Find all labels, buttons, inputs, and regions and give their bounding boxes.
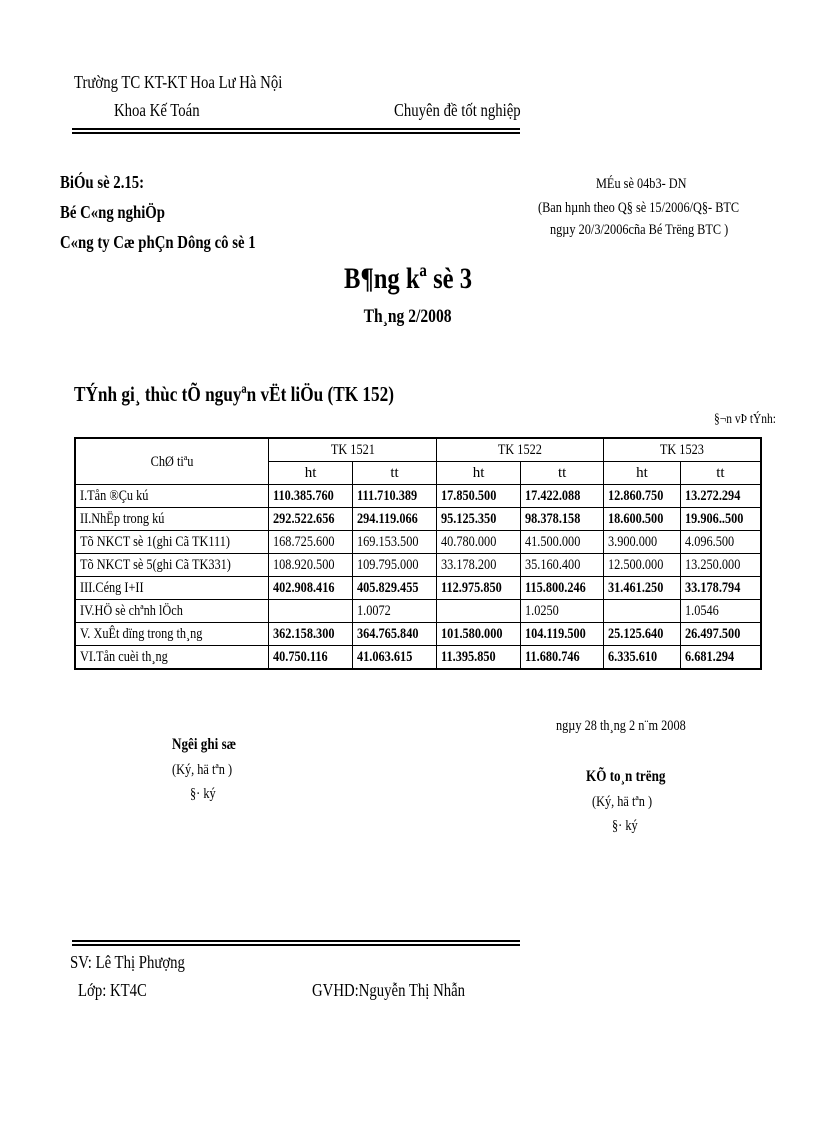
value-cell: 405.829.455: [353, 577, 437, 600]
value-cell: 111.710.389: [353, 485, 437, 508]
value-cell: 13.250.000: [680, 554, 761, 577]
subheader-cell: tt: [521, 462, 604, 485]
value-cell: 18.600.500: [604, 508, 681, 531]
value-cell: [604, 600, 681, 623]
accountant-title: KÕ to¸n trëng: [586, 768, 666, 785]
class-name: Lớp: KT4C: [78, 980, 147, 1000]
value-cell: 109.795.000: [353, 554, 437, 577]
value-cell: 168.725.600: [269, 531, 353, 554]
footer-rule-bottom: [72, 944, 520, 946]
value-cell: 41.063.615: [353, 646, 437, 670]
value-cell: 13.272.294: [680, 485, 761, 508]
value-cell: 110.385.760: [269, 485, 353, 508]
table-row: [75, 577, 761, 600]
value-cell: 104.119.500: [521, 623, 604, 646]
table-row: [75, 646, 761, 670]
group-header-tk1521: TK 1521: [269, 438, 437, 462]
value-cell: 1.0072: [353, 600, 437, 623]
value-cell: 41.500.000: [521, 531, 604, 554]
row-label: VI.Tån cuèi th¸ng: [75, 646, 269, 670]
sign-date: ngµy 28 th¸ng 2 n¨m 2008: [556, 718, 686, 734]
row-label: II.NhËp trong kú: [75, 508, 269, 531]
document-title: B¶ng kª sè 3: [344, 262, 472, 295]
value-cell: 98.378.158: [521, 508, 604, 531]
recorder-title: Ngêi ghi sæ: [172, 736, 237, 753]
subheader-cell: tt: [680, 462, 761, 485]
accountant-signature: §· ký: [612, 818, 638, 834]
header-rule-top: [72, 128, 520, 130]
value-cell: 362.158.300: [269, 623, 353, 646]
subheader-cell: tt: [353, 462, 437, 485]
value-cell: 17.422.088: [521, 485, 604, 508]
table-row: [75, 508, 761, 531]
value-cell: 115.800.246: [521, 577, 604, 600]
row-label: I.Tån ®Çu kú: [75, 485, 269, 508]
value-cell: 101.580.000: [437, 623, 521, 646]
form-id: BiÓu sè 2.15:: [60, 172, 145, 192]
subheader-cell: ht: [604, 462, 681, 485]
form-number: MÉu sè 04b3- DN: [596, 176, 687, 192]
value-cell: 1.0546: [680, 600, 761, 623]
student-name: SV: Lê Thị Phượng: [70, 952, 185, 972]
value-cell: 26.497.500: [680, 623, 761, 646]
table-body: [75, 485, 761, 670]
document-subtitle: TÝnh gi¸ thùc tÕ nguyªn vËt liÖu (TK 152): [74, 382, 394, 406]
recorder-signature: §· ký: [190, 786, 216, 802]
value-cell: 11.680.746: [521, 646, 604, 670]
value-cell: 294.119.066: [353, 508, 437, 531]
value-cell: 19.906..500: [680, 508, 761, 531]
value-cell: 6.681.294: [680, 646, 761, 670]
value-cell: 11.395.850: [437, 646, 521, 670]
table-row: [75, 554, 761, 577]
row-label: Tõ NKCT sè 5(ghi Cã TK331): [75, 554, 269, 577]
row-label: IV.HÖ sè chªnh lÖch: [75, 600, 269, 623]
value-cell: 33.178.794: [680, 577, 761, 600]
value-cell: 1.0250: [521, 600, 604, 623]
footer-rule-top: [72, 940, 520, 942]
value-cell: 169.153.500: [353, 531, 437, 554]
value-cell: 4.096.500: [680, 531, 761, 554]
header-rule-bottom: [72, 132, 520, 134]
value-cell: 292.522.656: [269, 508, 353, 531]
accountant-sign-note: (Ký, hä tªn ): [592, 794, 653, 810]
value-cell: 364.765.840: [353, 623, 437, 646]
stock-valuation-table: [74, 437, 762, 670]
issued-line-2: ngµy 20/3/2006cña Bé Trëng BTC ): [550, 222, 729, 238]
value-cell: 25.125.640: [604, 623, 681, 646]
label-column-header: ChØ tiªu: [75, 438, 269, 485]
value-cell: 6.335.610: [604, 646, 681, 670]
advisor-name: GVHD:Nguyễn Thị Nhẫn: [312, 980, 466, 1000]
value-cell: 112.975.850: [437, 577, 521, 600]
recorder-sign-note: (Ký, hä tªn ): [172, 762, 233, 778]
issued-line-1: (Ban hµnh theo Q§ sè 15/2006/Q§- BTC: [538, 200, 740, 216]
topic-title: Chuyên đề tốt nghiệp: [394, 100, 521, 120]
subheader-cell: ht: [269, 462, 353, 485]
unit-label: §¬n vÞ tÝnh:: [714, 412, 776, 427]
ministry-name: Bé C«ng nghiÖp: [60, 202, 165, 222]
row-label: III.Céng I+II: [75, 577, 269, 600]
row-label: Tõ NKCT sè 1(ghi Cã TK111): [75, 531, 269, 554]
value-cell: [437, 600, 521, 623]
value-cell: 12.500.000: [604, 554, 681, 577]
table-group-header-row: [75, 438, 761, 462]
value-cell: 3.900.000: [604, 531, 681, 554]
table-row: [75, 623, 761, 646]
value-cell: 12.860.750: [604, 485, 681, 508]
value-cell: 31.461.250: [604, 577, 681, 600]
company-name: C«ng ty Cæ phÇn Dông cô sè 1: [60, 232, 256, 252]
value-cell: 108.920.500: [269, 554, 353, 577]
group-header-tk1523: TK 1523: [604, 438, 761, 462]
table-row: [75, 531, 761, 554]
value-cell: 402.908.416: [269, 577, 353, 600]
value-cell: 35.160.400: [521, 554, 604, 577]
value-cell: 17.850.500: [437, 485, 521, 508]
subheader-cell: ht: [437, 462, 521, 485]
value-cell: 33.178.200: [437, 554, 521, 577]
table-row: [75, 600, 761, 623]
value-cell: 40.780.000: [437, 531, 521, 554]
row-label: V. XuÊt dïng trong th¸ng: [75, 623, 269, 646]
value-cell: 40.750.116: [269, 646, 353, 670]
school-name: Trường TC KT-KT Hoa Lư Hà Nội: [74, 72, 283, 92]
document-month: Th¸ng 2/2008: [364, 306, 452, 327]
group-header-tk1522: TK 1522: [437, 438, 604, 462]
table-row: [75, 485, 761, 508]
value-cell: 95.125.350: [437, 508, 521, 531]
value-cell: [269, 600, 353, 623]
department-name: Khoa Kế Toán: [114, 100, 200, 120]
